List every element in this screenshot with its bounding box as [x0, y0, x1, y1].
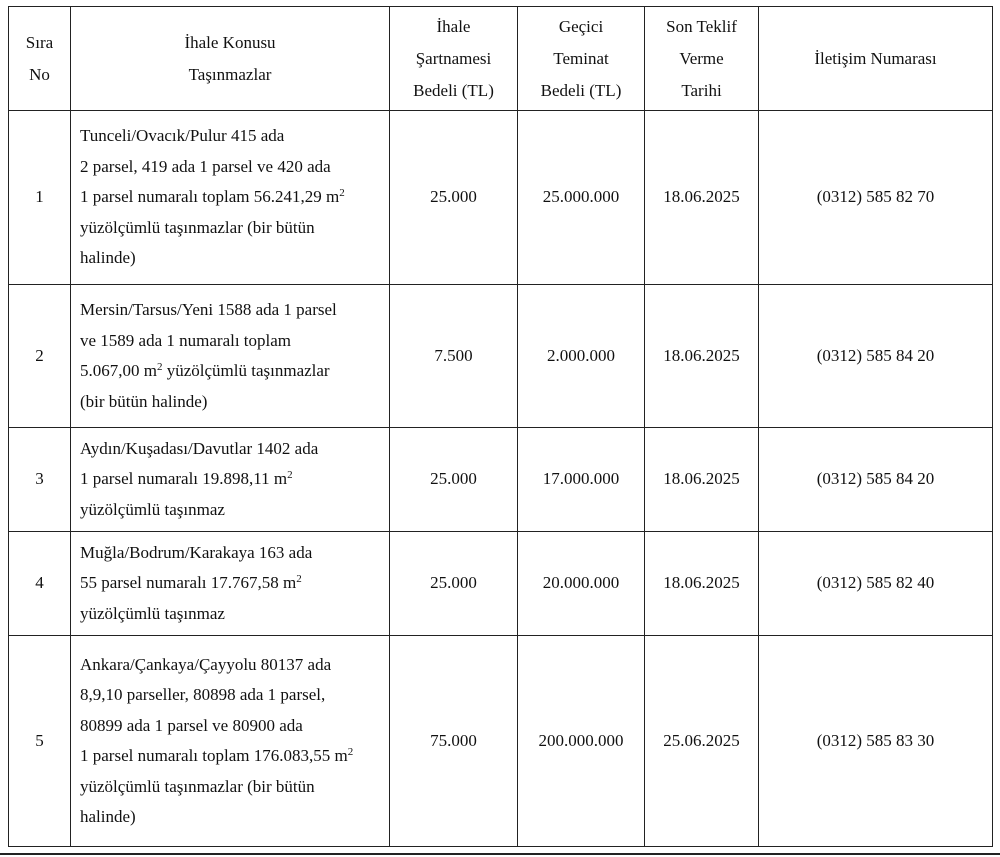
subject-line	[80, 182, 389, 213]
subject-line	[80, 434, 389, 465]
row-teminat-bedeli: 200.000.000	[518, 636, 645, 847]
row-iletisim-numarasi: (0312) 585 84 20	[759, 428, 993, 532]
subject-line-text: yüzölçümlü taşınmazlar	[162, 361, 330, 380]
row-number: 2	[9, 285, 71, 428]
unit-superscript: 2	[287, 469, 293, 482]
row-subject	[71, 428, 390, 532]
row-sartname-bedeli: 25.000	[390, 532, 518, 636]
subject-line	[80, 741, 389, 772]
row-son-teklif-tarihi: 18.06.2025	[645, 111, 759, 285]
subject-line	[80, 568, 389, 599]
row-teminat-bedeli: 20.000.000	[518, 532, 645, 636]
subject-line	[80, 295, 389, 326]
subject-line-text: halinde)	[80, 248, 136, 268]
subject-line-text: 80899 ada 1 parsel ve 80900 ada	[80, 715, 303, 735]
subject-line-text: 55 parsel numaralı 17.767,58 m	[80, 573, 297, 593]
table-row	[9, 636, 993, 847]
table-row	[9, 532, 993, 636]
subject-line-text: 1 parsel numaralı toplam 176.083,55 m	[80, 746, 348, 765]
row-number: 1	[9, 111, 71, 285]
subject-line	[80, 387, 389, 418]
subject-line-text: Muğla/Bodrum/Karakaya 163 ada	[80, 542, 313, 562]
subject-line-text: yüzölçümlü taşınmazlar (bir bütün	[80, 217, 315, 237]
row-sartname-bedeli: 75.000	[390, 636, 518, 847]
table-row	[9, 428, 993, 532]
subject-line-text: yüzölçümlü taşınmaz	[80, 603, 225, 623]
table-row	[9, 285, 993, 428]
row-iletisim-numarasi: (0312) 585 84 20	[759, 285, 993, 428]
subject-line	[80, 772, 389, 803]
row-sartname-bedeli: 25.000	[390, 111, 518, 285]
subject-line	[80, 495, 389, 526]
subject-line	[80, 121, 389, 152]
subject-line-text: Tunceli/Ovacık/Pulur 415 ada	[80, 126, 285, 146]
row-subject	[71, 285, 390, 428]
row-teminat-bedeli: 17.000.000	[518, 428, 645, 532]
row-son-teklif-tarihi: 18.06.2025	[645, 285, 759, 428]
row-sartname-bedeli: 7.500	[390, 285, 518, 428]
header-son-teklif-tarihi: Son Teklif Verme Tarihi	[645, 7, 759, 111]
header-iletisim-numarasi: İletişim Numarası	[759, 7, 993, 111]
row-iletisim-numarasi: (0312) 585 82 70	[759, 111, 993, 285]
subject-line-text: (bir bütün halinde)	[80, 391, 208, 411]
row-sartname-bedeli: 25.000	[390, 428, 518, 532]
unit-superscript: 2	[339, 187, 345, 200]
row-number: 5	[9, 636, 71, 847]
header-sartname-bedeli: İhale Şartnamesi Bedeli (TL)	[390, 7, 518, 111]
subject-line	[80, 152, 389, 183]
ihale-table	[8, 6, 993, 847]
subject-line-text: Ankara/Çankaya/Çayyolu 80137 ada	[80, 654, 332, 674]
header-ihale-konusu: İhale Konusu Taşınmazlar	[71, 7, 390, 111]
subject-line	[80, 599, 389, 630]
subject-line-text: 5.067,00 m	[80, 361, 157, 380]
subject-line-text: 1 parsel numaralı 19.898,11 m	[80, 469, 288, 489]
subject-line-text: 1 parsel numaralı toplam 56.241,29 m	[80, 187, 340, 207]
subject-line	[80, 650, 389, 681]
subject-line-text: ve 1589 ada 1 numaralı toplam	[80, 330, 292, 350]
table-row	[9, 111, 993, 285]
subject-line	[80, 243, 389, 274]
row-number: 4	[9, 532, 71, 636]
row-number: 3	[9, 428, 71, 532]
subject-line	[80, 326, 389, 357]
subject-line	[80, 538, 389, 569]
subject-line	[80, 711, 389, 742]
unit-superscript: 2	[347, 746, 354, 758]
row-teminat-bedeli: 25.000.000	[518, 111, 645, 285]
subject-line-text: 2 parsel, 419 ada 1 parsel ve 420 ada	[80, 156, 331, 176]
subject-line-text: yüzölçümlü taşınmazlar (bir bütün	[80, 776, 315, 796]
row-iletisim-numarasi: (0312) 585 82 40	[759, 532, 993, 636]
row-teminat-bedeli: 2.000.000	[518, 285, 645, 428]
row-iletisim-numarasi: (0312) 585 83 30	[759, 636, 993, 847]
subject-line	[80, 213, 389, 244]
subject-line-text: Aydın/Kuşadası/Davutlar 1402 ada	[80, 438, 319, 458]
subject-line-text: yüzölçümlü taşınmaz	[80, 499, 225, 519]
row-subject	[71, 111, 390, 285]
header-sira-no: Sıra No	[9, 7, 71, 111]
row-son-teklif-tarihi: 18.06.2025	[645, 428, 759, 532]
subject-line	[80, 464, 389, 495]
subject-line-text: 8,9,10 parseller, 80898 ada 1 parsel,	[80, 685, 326, 704]
row-subject	[71, 532, 390, 636]
subject-line	[80, 356, 389, 387]
subject-line-text: Mersin/Tarsus/Yeni 1588 ada 1 parsel	[80, 300, 337, 319]
subject-line-text: halinde)	[80, 807, 136, 826]
unit-superscript: 2	[156, 361, 163, 373]
row-son-teklif-tarihi: 25.06.2025	[645, 636, 759, 847]
subject-line	[80, 680, 389, 711]
subject-line	[80, 802, 389, 833]
bottom-rule	[0, 853, 1000, 855]
header-teminat-bedeli: Geçici Teminat Bedeli (TL)	[518, 7, 645, 111]
row-son-teklif-tarihi: 18.06.2025	[645, 532, 759, 636]
unit-superscript: 2	[296, 573, 302, 586]
header-row	[9, 7, 993, 111]
row-subject	[71, 636, 390, 847]
